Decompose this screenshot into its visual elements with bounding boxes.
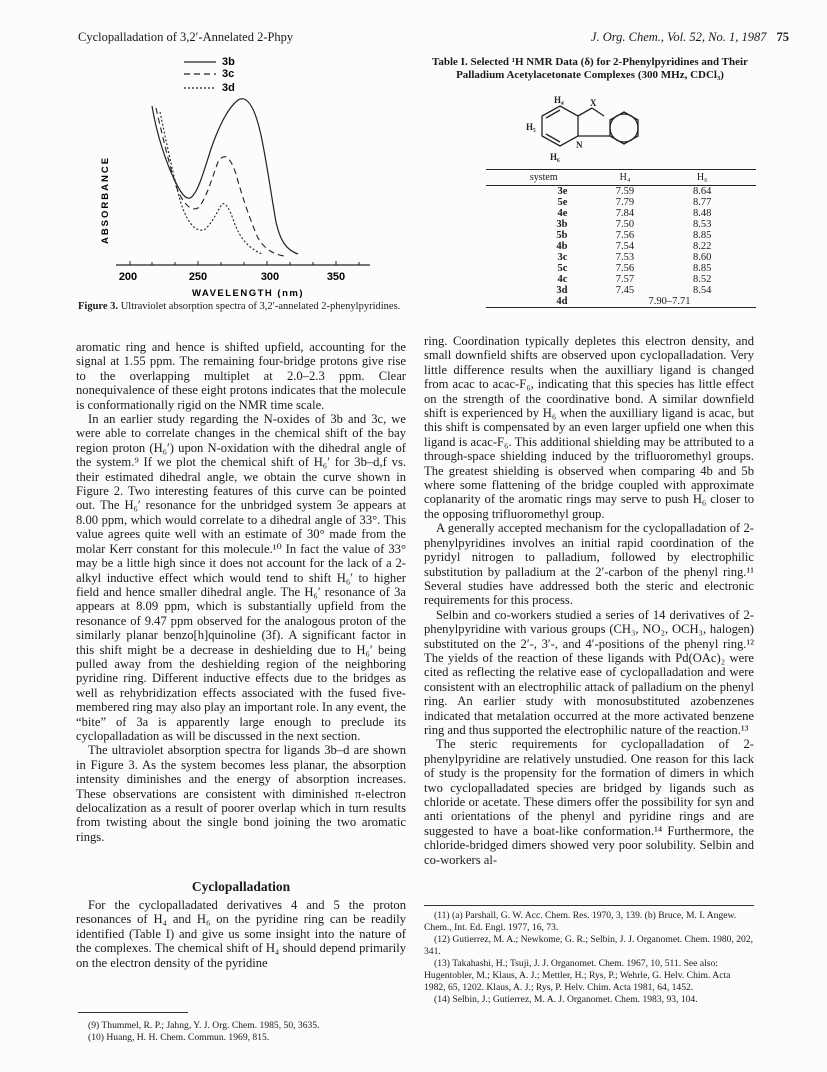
table-row <box>486 296 756 308</box>
table-row <box>486 252 756 263</box>
system-cell: 3d <box>556 285 568 296</box>
column-header: system <box>486 170 601 186</box>
x-tick-300: 300 <box>260 271 280 283</box>
paragraph: A generally accepted mechanism for the cyclopalladation of 2-phenylpyridines involves an initial rapid coordination of the pyridyl nitrogen to palladium, followed by electrophilic substitution by palladium at the 2′-carbon of the phenyl ring.¹¹ Several studies have addressed both the steric and electronic requirements for this process. <box>424 521 754 608</box>
h6-cell: 8.54 <box>693 285 712 296</box>
column-header: H₆ <box>648 170 756 186</box>
system-cell: 3c <box>557 252 568 263</box>
table-row <box>486 263 756 274</box>
table-row <box>486 285 756 296</box>
figure-legend <box>184 56 235 94</box>
h6-cell: 8.60 <box>693 252 712 263</box>
legend-3c: 3c <box>222 68 235 80</box>
paragraph: ring. Coordination typically depletes this electron density, and small downfield shifts are observed upon cyclopalladation. Very little difference results when the auxilliary ligand is changed from acac to acac-F₆, indicating that this species has little effect on the strength of the coordinative bond. A similar downfield shift is experienced by H₆ when the auxilliary ligand is acac, but this shift is compensated by an even larger upfield one when this ligand is acac-F₆. This additional shielding may be attributed to a through-space shielding induced by the trifluoromethyl groups. The greatest shielding is observed when comparing 4b and 5b where some flattening of the bridge coupled with approximate coplanarity of the aromatic rings may serve to push H₆ closer to the opposing trifluoromethyl group. <box>424 334 754 521</box>
h4-cell: 7.57 <box>615 274 635 285</box>
footnotes-left <box>78 1020 408 1044</box>
paragraph: Selbin and co-workers studied a series of 14 derivatives of 2-phenylpyridine with various groups (CH₃, NO₂, OCH₃, halogen) substituted on the 2′-, 3′-, and 4′-positions of the phenyl ring.¹² The yields of the reaction of these ligands with Pd(OAc)₂ were cited as reflecting the relative ease of cyclopalladation and were consistent with an electrophilic attack of palladium on the phenyl ring. An earlier study with monosubstituted azobenzenes indicated that metalation occurred at the more activated benzene ring and thus supported the electrophilic nature of the reaction.¹³ <box>424 607 754 737</box>
footnote: (14) Selbin, J.; Gutierrez, M. A. J. Organomet. Chem. 1983, 93, 104. <box>434 994 698 1005</box>
paragraph: For the cyclopalladated derivatives 4 and 5 the proton resonances of H₄ and H₆ on the pyridine ring can be readily identified (Table I) and give us some insight into the nature of the complexes. The chemical shift of H₄ should depend primarily on the electron density of the pyridine <box>76 898 406 970</box>
figure-caption <box>78 300 403 313</box>
table-row <box>486 197 756 208</box>
h6-cell: 8.53 <box>693 219 712 230</box>
system-cell: 4b <box>556 241 568 252</box>
figure-caption-label: Figure 3. <box>78 301 119 312</box>
h6-cell: 7.90–7.71 <box>648 296 691 307</box>
system-cell: 3b <box>556 219 568 230</box>
nmr-table <box>486 169 756 308</box>
column-header: H₄ <box>601 170 648 186</box>
running-header-left: Cyclopalladation of 3,2′-Annelated 2-Phpy <box>78 30 294 44</box>
x-tick-250: 250 <box>188 271 208 283</box>
system-cell: 3e <box>557 186 568 197</box>
h6-cell: 8.64 <box>693 186 712 197</box>
table-row <box>486 241 756 252</box>
running-header-right <box>591 30 789 45</box>
figure-caption-text: Ultraviolet absorption spectra of 3,2′-annelated 2-phenylpyridines. <box>120 301 401 312</box>
h4-cell <box>601 296 648 308</box>
h4-cell: 7.56 <box>615 263 635 274</box>
h4-cell: 7.56 <box>615 230 635 241</box>
h4-cell: 7.59 <box>615 186 635 197</box>
right-column <box>424 334 754 867</box>
h6-cell: 8.52 <box>693 274 712 285</box>
label-h4: H₄ <box>554 95 564 105</box>
x-tick-200: 200 <box>118 271 138 283</box>
table-row <box>486 219 756 230</box>
paragraph: In an earlier study regarding the N-oxides of 3b and 3c, we were able to correlate changes in the chemical shift of the bay region proton (H₆′) upon N-oxidation with the dihedral angle of the system.⁹ If we plot the chemical shift of H₆′ for 3b–d,f vs. their estimated dihedral angle, we obtain the curve shown in Figure 2. Two interesting features of this curve can be pointed out. The H₆′ resonance for the unbridged system 3e appears at 8.00 ppm, which would correlate to a dihedral angle of 33°. This value agrees quite well with an estimate of 30° made from the molar Kerr constant for this molecule.¹⁰ In fact the value of 33° may be a little high since it does not account for the lack of a 2-alkyl inductive effect which would tend to shift H₆′ to higher field and hence smaller dihedral angle. The H₆′ resonance of 3a appears at 8.09 ppm, which is substantially upfield from the resonance of 9.47 ppm observed for the analogous proton of the similarly planar benzo[h]quinoline (3f). A significant factor in this shift might be a decrease in deshielding due to H₆′ being pulled away from the deshielding region of the neighboring pyridine ring. Different inductive effects due to the bridges as well as rehybridization effects associated with the fused five-membered ring may also play an important role. In any event, the “bite” of 3a is apparently large enough to preclude its cyclopalladation as will be discussed in the next section. <box>76 412 406 743</box>
footnote: (10) Huang, H. H. Chem. Commun. 1969, 815. <box>88 1032 270 1043</box>
h6-cell: 8.85 <box>693 263 712 274</box>
table-row <box>486 186 756 198</box>
curve-3b <box>152 99 298 254</box>
table-row <box>486 208 756 219</box>
system-cell: 4d <box>556 296 568 307</box>
page-number: 75 <box>776 30 789 44</box>
x-tick-350: 350 <box>326 271 346 283</box>
h4-cell: 7.53 <box>615 252 635 263</box>
left-column <box>76 340 406 844</box>
left-column-continued <box>76 898 406 970</box>
h4-cell: 7.79 <box>615 197 635 208</box>
system-cell: 5e <box>557 197 568 208</box>
uv-spectra-figure <box>72 50 412 310</box>
footnote: (9) Thummel, R. P.; Jahng, Y. J. Org. Chem. 1985, 50, 3635. <box>88 1020 320 1031</box>
paragraph: aromatic ring and hence is shifted upfield, accounting for the signal at 1.55 ppm. The remaining four-bridge protons give rise to the overlapping multiplet at 2.0–2.3 ppm. Clear nonequivalence of these eight protons indicates that the molecule is conformationally rigid on the NMR time scale. <box>76 340 406 412</box>
table-row <box>486 230 756 241</box>
h6-cell: 8.48 <box>693 208 712 219</box>
system-cell: 5b <box>556 230 568 241</box>
legend-3d: 3d <box>222 82 235 94</box>
h6-cell: 8.77 <box>693 197 712 208</box>
legend-3b: 3b <box>222 56 235 68</box>
footnote-rule <box>78 1012 188 1013</box>
phenylpyridine-structure <box>520 94 670 166</box>
paragraph: The steric requirements for cyclopalladation of 2-phenylpyridine are relatively unstudied. One reason for this lack of study is the propensity for the formation of dimers in which two cyclopalladated species are bridged by ligands such as chloride or acetate. These dimers offer the possibility for syn and anti orientations of the phenyl and pyridine rings and are suggested to have a boat-like conformation.¹⁴ Furthermore, the chloride-bridged dimers showed very poor solubility. Selbin and co-workers al- <box>424 737 754 867</box>
h6-cell: 8.22 <box>693 241 712 252</box>
journal-citation: J. Org. Chem., Vol. 52, No. 1, 1987 <box>590 30 767 44</box>
label-n: N <box>576 140 583 150</box>
label-h5: H₅ <box>526 122 536 132</box>
y-axis-label: ABSORBANCE <box>100 155 111 245</box>
paragraph: The ultraviolet absorption spectra for ligands 3b–d are shown in Figure 3. As the system becomes less planar, the absorption intensity diminishes and the energy of absorption increases. These observations are consistent with diminished π-electron delocalization as a result of poorer overlap which in turn results from twisting about the single bond joining the two aromatic rings. <box>76 743 406 844</box>
table-row <box>486 274 756 285</box>
footnote: (12) Gutierrez, M. A.; Newkome, G. R.; Selbin, J. J. Organomet. Chem. 1980, 202, 341. <box>424 934 754 957</box>
footnote: (13) Takahashi, H.; Tsuji, J. J. Organomet. Chem. 1967, 10, 511. See also: Hugentobler, M.; Klaus, A. J.; Mettler, H.; Rys, P.; Wehrle, G. Helv. Chim. Acta 1982, 65, 1202. Klaus, A. J.; Rys, P. Helv. Chim. Acta 1981, 64, 1452. <box>424 958 731 993</box>
system-cell: 5c <box>557 263 568 274</box>
h4-cell: 7.50 <box>615 219 635 230</box>
table-title: Table I. Selected ¹H NMR Data (δ) for 2-Phenylpyridines and Their Palladium Acetylacetonate Complexes (300 MHz, CDCl₃) <box>432 56 748 81</box>
label-h6: H₆ <box>550 152 560 162</box>
h4-cell: 7.54 <box>615 241 635 252</box>
footnotes-right <box>424 910 754 1006</box>
section-title: Cyclopalladation <box>191 879 291 894</box>
h6-cell: 8.85 <box>693 230 712 241</box>
footnote: (11) (a) Parshall, G. W. Acc. Chem. Res. 1970, 3, 139. (b) Bruce, M. I. Angew. Chem., Int. Ed. Engl. 1977, 16, 73. <box>424 910 737 933</box>
x-axis-label: WAVELENGTH (nm) <box>191 288 305 299</box>
system-cell: 4e <box>557 208 568 219</box>
system-cell: 4c <box>557 274 568 285</box>
h4-cell: 7.45 <box>615 285 635 296</box>
label-x: X <box>590 98 597 108</box>
footnote-rule <box>424 905 754 906</box>
h4-cell: 7.84 <box>615 208 635 219</box>
